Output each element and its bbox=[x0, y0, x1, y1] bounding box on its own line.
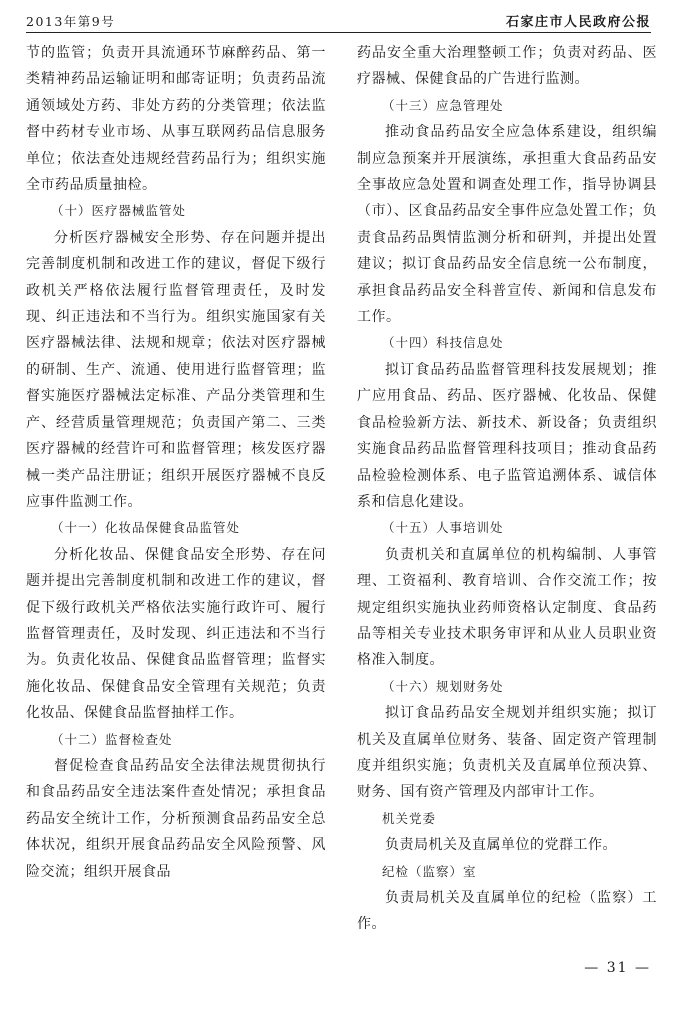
issue-label: 2013年第9号 bbox=[26, 14, 116, 29]
journal-title: 石家庄市人民政府公报 bbox=[505, 15, 651, 30]
left-column bbox=[26, 40, 326, 885]
body-paragraph: 分析医疗器械安全形势、存在问题并提出完善制度机制和改进工作的建议，督促下级行政机关严格依法履行监督管理责任，及时发现、纠正违法和不当行为。组织实施国家有关医疗器械法律、法规和规章；依法对医疗器械的研制、生产、流通、使用进行监督管理；监督实施医疗器械法定标准、产品分类管理和生产、经营质量管理规范；负责国产第二、三类医疗器械的经营许可和监督管理；核发医疗器械一类产品注册证；组织开展医疗器械不良反应事件监测工作。 bbox=[26, 229, 326, 510]
section-heading: （十五）人事培训处 bbox=[382, 520, 504, 536]
body-paragraph: 分析化妆品、保健食品安全形势、存在问题并提出完善制度机制和改进工作的建议，督促下级行政机关严格依法实施行政许可、履行监督管理责任，及时发现、纠正违法和不当行为。负责化妆品、保健食品监督管理；监督实施化妆品、保健食品安全管理有关规范；负责化妆品、保健食品监督抽样工作。 bbox=[26, 546, 326, 722]
section-heading: 纪检（监察）室 bbox=[382, 863, 477, 879]
section-heading: （十四）科技信息处 bbox=[382, 335, 504, 351]
body-paragraph: 拟订食品药品监督管理科技发展规划；推广应用食品、药品、医疗器械、化妆品、保健食品检验新方法、新技术、新设备；负责组织实施食品药品监督管理科技项目；推动食品药品检验检测体系、电子监管追溯体系、诚信体系和信息化建设。 bbox=[357, 361, 657, 510]
section-heading: （十三）应急管理处 bbox=[382, 97, 504, 113]
body-paragraph: 药品安全重大治理整顿工作；负责对药品、医疗器械、保健食品的广告进行监测。 bbox=[357, 45, 657, 88]
body-paragraph: 负责局机关及直属单位的党群工作。 bbox=[385, 837, 617, 854]
body-paragraph: 节的监管；负责开具流通环节麻醉药品、第一类精神药品运输证明和邮寄证明；负责药品流通领域处方药、非处方药的分类管理；依法监督中药材专业市场、从事互联网药品信息服务单位；依法查处违规经营药品行为；组织实施全市药品质量抽检。 bbox=[26, 45, 326, 194]
section-heading: （十一）化妆品保健食品监管处 bbox=[51, 520, 241, 536]
section-heading: （十二）监督检查处 bbox=[51, 731, 173, 747]
section-heading: （十六）规划财务处 bbox=[382, 678, 504, 694]
right-column bbox=[357, 40, 657, 938]
section-heading: 机关党委 bbox=[382, 810, 437, 826]
body-paragraph: 推动食品药品安全应急体系建设，组织编制应急预案并开展演练，承担重大食品药品安全事故应急处置和调查处理工作，指导协调县（市）、区食品药品安全事件应急处置工作；负责食品药品舆情监测分析和研判，并提出处置建议；拟订食品药品安全信息统一公布制度，承担食品药品安全科普宣传、新闻和信息发布工作。 bbox=[357, 124, 657, 326]
body-paragraph: 负责机关和直属单位的机构编制、人事管理、工资福利、教育培训、合作交流工作；按规定组织实施执业药师资格认定制度、食品药品等相关专业技术职务审评和从业人员职业资格准入制度。 bbox=[357, 546, 657, 669]
section-heading: （十）医疗器械监管处 bbox=[51, 203, 187, 219]
body-paragraph: 负责局机关及直属单位的纪检（监察）工作。 bbox=[357, 890, 657, 933]
page-number: — 31 — bbox=[584, 960, 651, 976]
body-paragraph: 拟订食品药品安全规划并组织实施；拟订机关及直属单位财务、装备、固定资产管理制度并组织实施；负责机关及直属单位预决算、财务、国有资产管理及内部审计工作。 bbox=[357, 705, 657, 801]
body-paragraph: 督促检查食品药品安全法律法规贯彻执行和食品药品安全违法案件查处情况；承担食品药品安全统计工作，分析预测食品药品安全总体状况，组织开展食品药品安全风险预警、风险交流；组织开展食品 bbox=[26, 757, 326, 880]
running-header bbox=[26, 10, 651, 33]
